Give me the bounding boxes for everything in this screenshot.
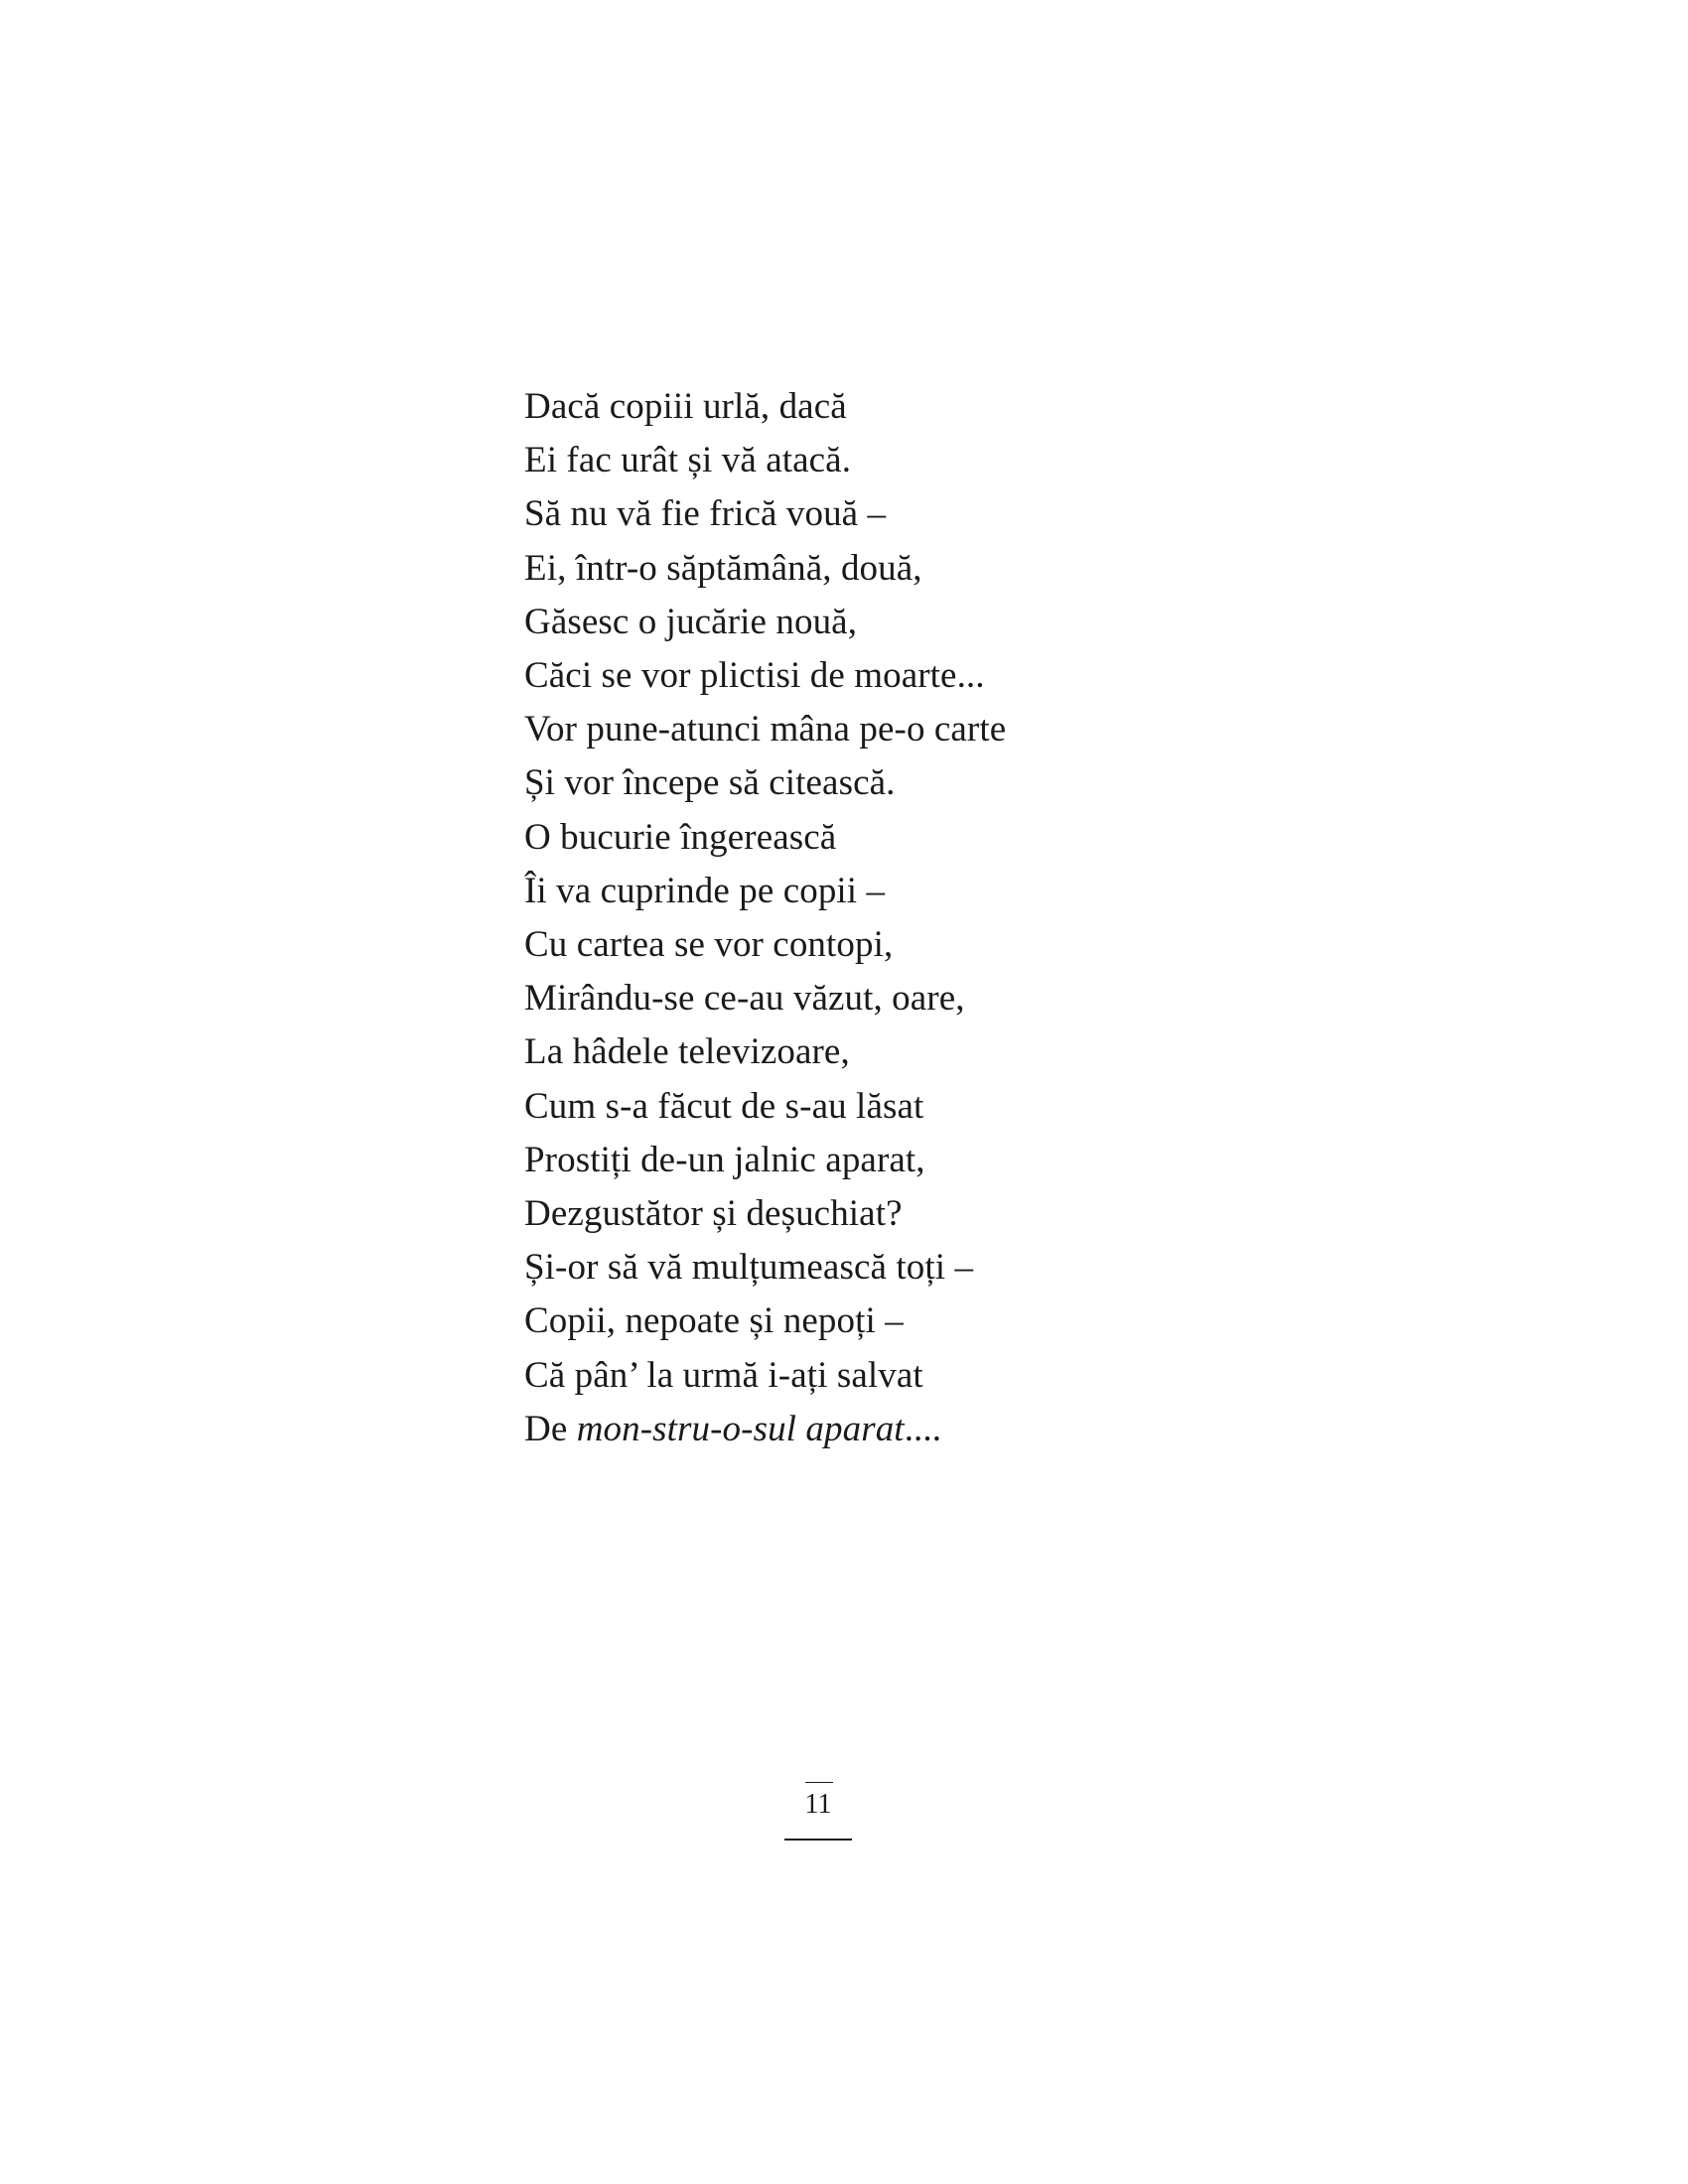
poem-line: O bucurie îngerească: [524, 816, 837, 858]
poem-line: Cum s-a făcut de s-au lăsat: [524, 1085, 924, 1127]
poem-line: Prostiți de-un jalnic aparat,: [524, 1139, 925, 1180]
poem-line: Căci se vor plictisi de moarte...: [524, 655, 985, 697]
poem-line: Mirându-se ce-au văzut, oare,: [524, 978, 965, 1020]
poem-line: Să nu vă fie frică vouă –: [524, 493, 887, 535]
poem-line: Ei, într-o săptămână, două,: [524, 547, 922, 589]
poem-line: Dacă copiii urlă, dacă: [524, 386, 847, 427]
poem-line: La hâdele televizoare,: [524, 1031, 850, 1073]
page-number-top-rule: [805, 1782, 833, 1783]
last-line-suffix: ....: [904, 1408, 942, 1449]
poem-line: Îi va cuprinde pe copii –: [524, 870, 886, 911]
page-number-block: [784, 1782, 852, 1843]
page-number: 11: [804, 1789, 832, 1820]
poem-line: Și-or să vă mulțumească toți –: [524, 1247, 974, 1289]
poem-line: Găsesc o jucărie nouă,: [524, 601, 858, 642]
poem-last-line: [524, 1403, 1006, 1456]
poem-line: Copii, nepoate și nepoți –: [524, 1300, 904, 1342]
poem: [524, 380, 1006, 1456]
poem-line: Ei fac urât și vă atacă.: [524, 440, 852, 481]
last-line-italic: mon-stru-o-sul aparat: [576, 1408, 905, 1449]
page-number-bottom-rule: [784, 1839, 852, 1841]
poem-line: Vor pune-atunci mâna pe-o carte: [524, 709, 1007, 751]
last-line-prefix: De: [524, 1408, 577, 1449]
poem-line: Cu cartea se vor contopi,: [524, 924, 894, 966]
poem-line: Dezgustător și deșuchiat?: [524, 1193, 903, 1235]
poem-line: Că pân’ la urmă i-ați salvat: [524, 1354, 923, 1396]
poem-line: Și vor începe să citească.: [524, 762, 896, 804]
